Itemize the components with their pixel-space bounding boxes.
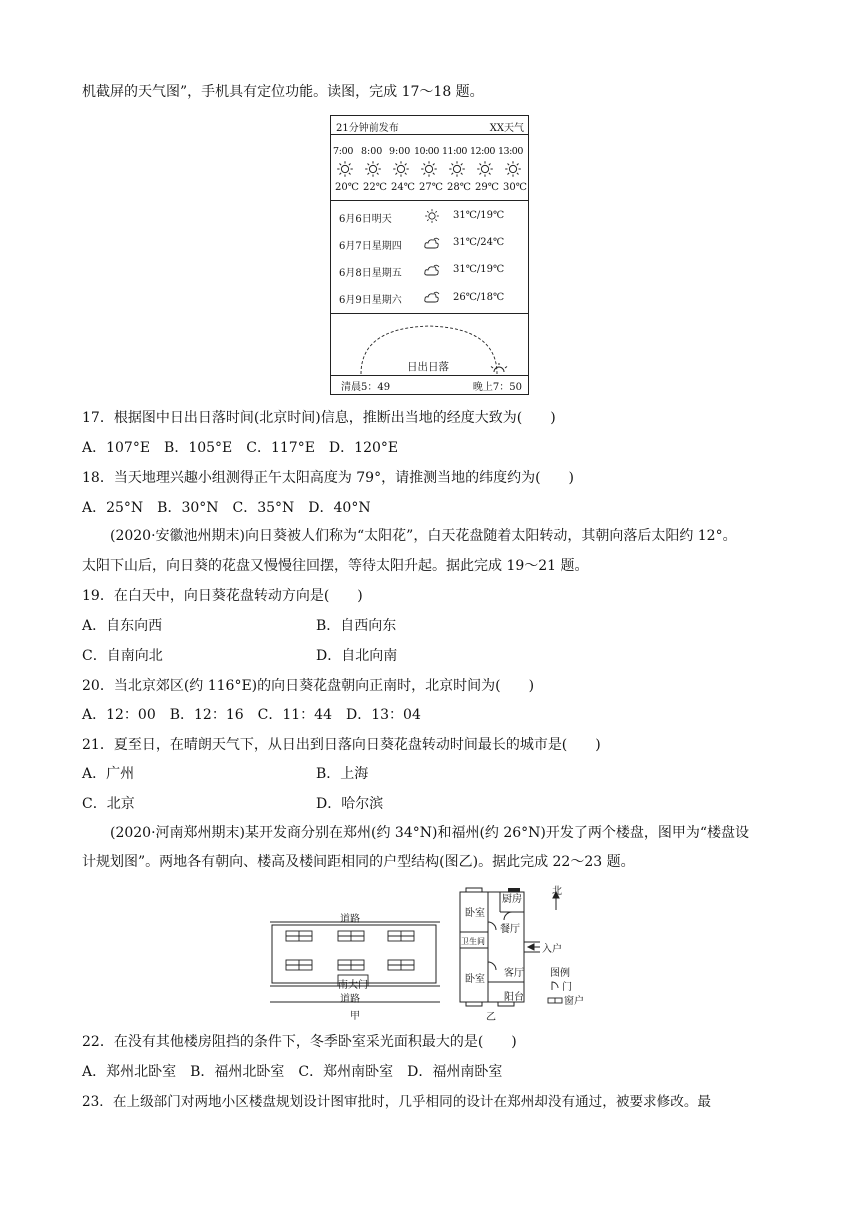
day-temp: 26℃/18℃ bbox=[453, 292, 505, 303]
q18-stem: 18．当天地理兴趣小组测得正午太阳高度为 79°，请推测当地的纬度约为( ) bbox=[82, 470, 575, 486]
day-label: 6月6日明天 bbox=[339, 214, 392, 225]
sunset-time: 晚上7：50 bbox=[472, 382, 522, 393]
hour-temp: 24℃ bbox=[391, 182, 415, 193]
hour-label: 10:00 bbox=[414, 146, 439, 157]
figure-caption: 乙 bbox=[486, 1012, 496, 1023]
q19-option-b: B．自西向东 bbox=[316, 618, 397, 634]
sun-icon bbox=[337, 161, 353, 177]
sun-icon bbox=[477, 161, 493, 177]
q21-option-c: C．北京 bbox=[82, 796, 135, 812]
hour-temp: 30℃ bbox=[503, 182, 527, 193]
q18-options: A．25°N B．30°N C．35°N D．40°N bbox=[82, 500, 371, 516]
road-top-label: 道路 bbox=[340, 914, 360, 925]
bathroom-label: 卫生间 bbox=[461, 937, 485, 946]
sunrise-time: 清晨5：49 bbox=[341, 382, 391, 393]
q17-options: A．107°E B．105°E C．117°E D．120°E bbox=[82, 440, 399, 456]
sun-icon bbox=[421, 161, 437, 177]
legend-title: 图例 bbox=[550, 968, 570, 979]
q21-stem: 21．夏至日，在晴朗天气下，从日出到日落向日葵花盘转动时间最长的城市是( ) bbox=[82, 737, 601, 753]
living-room-label: 客厅 bbox=[504, 968, 524, 979]
q19-option-c: C．自南向北 bbox=[82, 648, 163, 664]
sun-title: 日出日落 bbox=[407, 361, 449, 373]
north-label: 北 bbox=[552, 886, 562, 897]
q19-option-d: D．自北向南 bbox=[316, 648, 398, 664]
setting-sun-icon bbox=[491, 363, 507, 372]
q21-option-d: D．哈尔滨 bbox=[316, 796, 384, 812]
weather-figure bbox=[330, 115, 529, 395]
north-bedroom-label: 卧室 bbox=[465, 908, 485, 919]
entry-label: 入户 bbox=[542, 944, 562, 955]
hour-label: 8:00 bbox=[361, 146, 383, 157]
legend-door: 门 bbox=[562, 982, 572, 993]
sun-icon bbox=[505, 161, 521, 177]
legend-window: 窗户 bbox=[564, 996, 584, 1007]
published-text: 21分钟前发布 bbox=[336, 123, 399, 134]
q17-stem: 17．根据图中日出日落时间(北京时间)信息，推断出当地的经度大致为( ) bbox=[82, 410, 556, 426]
q22-options: A．郑州北卧室 B．福州北卧室 C．郑州南卧室 D．福州南卧室 bbox=[82, 1064, 503, 1080]
sun-icon bbox=[449, 161, 465, 177]
floor-plan-figure bbox=[452, 882, 602, 1022]
figure-caption: 甲 bbox=[350, 1011, 360, 1022]
q22-stem: 22．在没有其他楼房阻挡的条件下，冬季卧室采光面积最大的是( ) bbox=[82, 1034, 517, 1050]
app-name: XX天气 bbox=[489, 123, 524, 134]
divider bbox=[331, 375, 528, 376]
hour-label: 7:00 bbox=[333, 146, 354, 157]
cloud-sun-icon bbox=[424, 291, 440, 303]
hour-label: 13:00 bbox=[498, 146, 523, 157]
balcony-label: 阳台 bbox=[504, 992, 524, 1003]
day-temp: 31℃/19℃ bbox=[453, 264, 505, 275]
hour-label: 11:00 bbox=[442, 146, 467, 157]
passage1-line1: (2020·安徽池州期末)向日葵被人们称为“太阳花”，白天花盘随着太阳转动，其朝向落后太阳约 12°。 bbox=[110, 528, 737, 544]
road-bottom-label: 道路 bbox=[340, 994, 360, 1005]
hour-temp: 27℃ bbox=[419, 182, 443, 193]
hour-label: 12:00 bbox=[470, 146, 495, 157]
passage2-line1: (2020·河南郑州期末)某开发商分别在郑州(约 34°N)和福州(约 26°N)开发了两个楼盘，图甲为“楼盘设 bbox=[110, 825, 750, 841]
dining-label: 餐厅 bbox=[500, 924, 520, 935]
cloud-sun-icon bbox=[424, 237, 440, 249]
hour-temp: 20℃ bbox=[335, 182, 359, 193]
cloud-sun-icon bbox=[424, 264, 440, 276]
sun-icon bbox=[365, 161, 381, 177]
q23-stem: 23．在上级部门对两地小区楼盘规划设计图审批时，几乎相同的设计在郑州却没有通过，被要求修改。最 bbox=[82, 1094, 712, 1110]
hour-label: 9:00 bbox=[389, 146, 411, 157]
sun-icon bbox=[425, 209, 439, 223]
q21-option-b: B．上海 bbox=[316, 766, 369, 782]
q19-option-a: A．自东向西 bbox=[82, 618, 163, 634]
divider bbox=[331, 134, 528, 135]
day-label: 6月7日星期四 bbox=[339, 241, 402, 252]
hour-temp: 28℃ bbox=[447, 182, 471, 193]
passage2-line2: 计规划图”。两地各有朝向、楼高及楼间距相同的户型结构(图乙)。据此完成 22～23 题。 bbox=[82, 854, 635, 870]
q19-stem: 19．在白天中，向日葵花盘转动方向是( ) bbox=[82, 588, 363, 604]
q20-stem: 20．当北京郊区(约 116°E)的向日葵花盘朝向正南时，北京时间为( ) bbox=[82, 678, 535, 694]
kitchen-label: 厨房 bbox=[502, 894, 522, 905]
passage1-line2: 太阳下山后，向日葵的花盘又慢慢往回摆，等待太阳升起。据此完成 19～21 题。 bbox=[82, 558, 589, 574]
south-gate-label: 南大门 bbox=[338, 980, 368, 991]
intro-text: 机截屏的天气图”，手机具有定位功能。读图，完成 17～18 题。 bbox=[82, 84, 484, 100]
day-temp: 31℃/19℃ bbox=[453, 210, 505, 221]
site-plan-figure bbox=[270, 902, 440, 1020]
day-label: 6月9日星期六 bbox=[339, 295, 402, 306]
q21-option-a: A．广州 bbox=[82, 766, 135, 782]
day-label: 6月8日星期五 bbox=[339, 268, 402, 279]
hour-temp: 29℃ bbox=[475, 182, 499, 193]
q20-options: A．12：00 B．12：16 C．11：44 D．13：04 bbox=[82, 707, 421, 723]
day-temp: 31℃/24℃ bbox=[453, 237, 505, 248]
hour-temp: 22℃ bbox=[363, 182, 387, 193]
south-bedroom-label: 卧室 bbox=[465, 974, 485, 985]
divider bbox=[331, 200, 528, 201]
sun-icon bbox=[393, 161, 409, 177]
hourly-sun-icons bbox=[331, 160, 528, 178]
